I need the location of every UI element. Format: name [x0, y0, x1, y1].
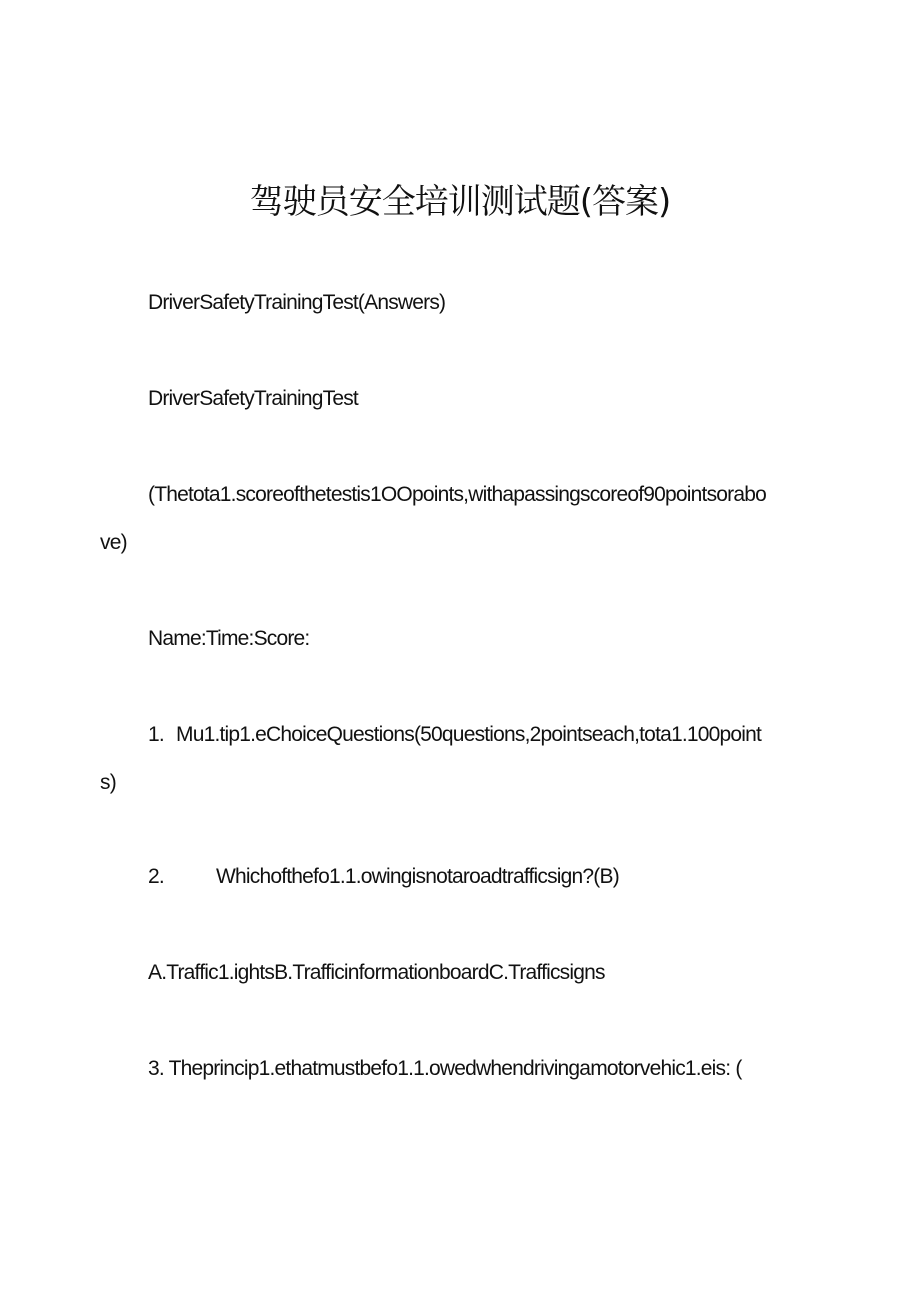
document-subtitle: DriverSafetyTrainingTest(Answers): [148, 291, 446, 314]
document-title: 驾驶员安全培训测试题(答案): [249, 182, 671, 222]
item-1-line1: [148, 720, 761, 750]
name-time-score-line: Name:Time:Score:: [148, 627, 310, 650]
item-2-text: Whichofthefo1.1.owingisnotaroadtrafficsign?(B): [216, 865, 619, 888]
item-1-number: 1.: [148, 723, 164, 746]
test-name: DriverSafetyTrainingTest: [148, 387, 358, 410]
score-note-line1: (Thetota1.scoreofthetestis1OOpoints,withapassingscoreof90pointsorabo: [148, 483, 766, 506]
item-1-text: Mu1.tip1.eChoiceQuestions(50questions,2pointseach,tota1.100point: [176, 723, 762, 746]
item-3: 3. Theprincip1.ethatmustbefo1.1.owedwhendrivingamotorvehic1.eis: (: [148, 1057, 742, 1080]
item-2-options: A.Traffic1.ightsB.TrafficinformationboardC.Trafficsigns: [148, 961, 605, 984]
item-2-number: 2.: [148, 865, 164, 888]
item-1-line2: s): [100, 771, 116, 794]
item-2: [148, 862, 619, 892]
score-note-line2: ve): [100, 531, 127, 554]
